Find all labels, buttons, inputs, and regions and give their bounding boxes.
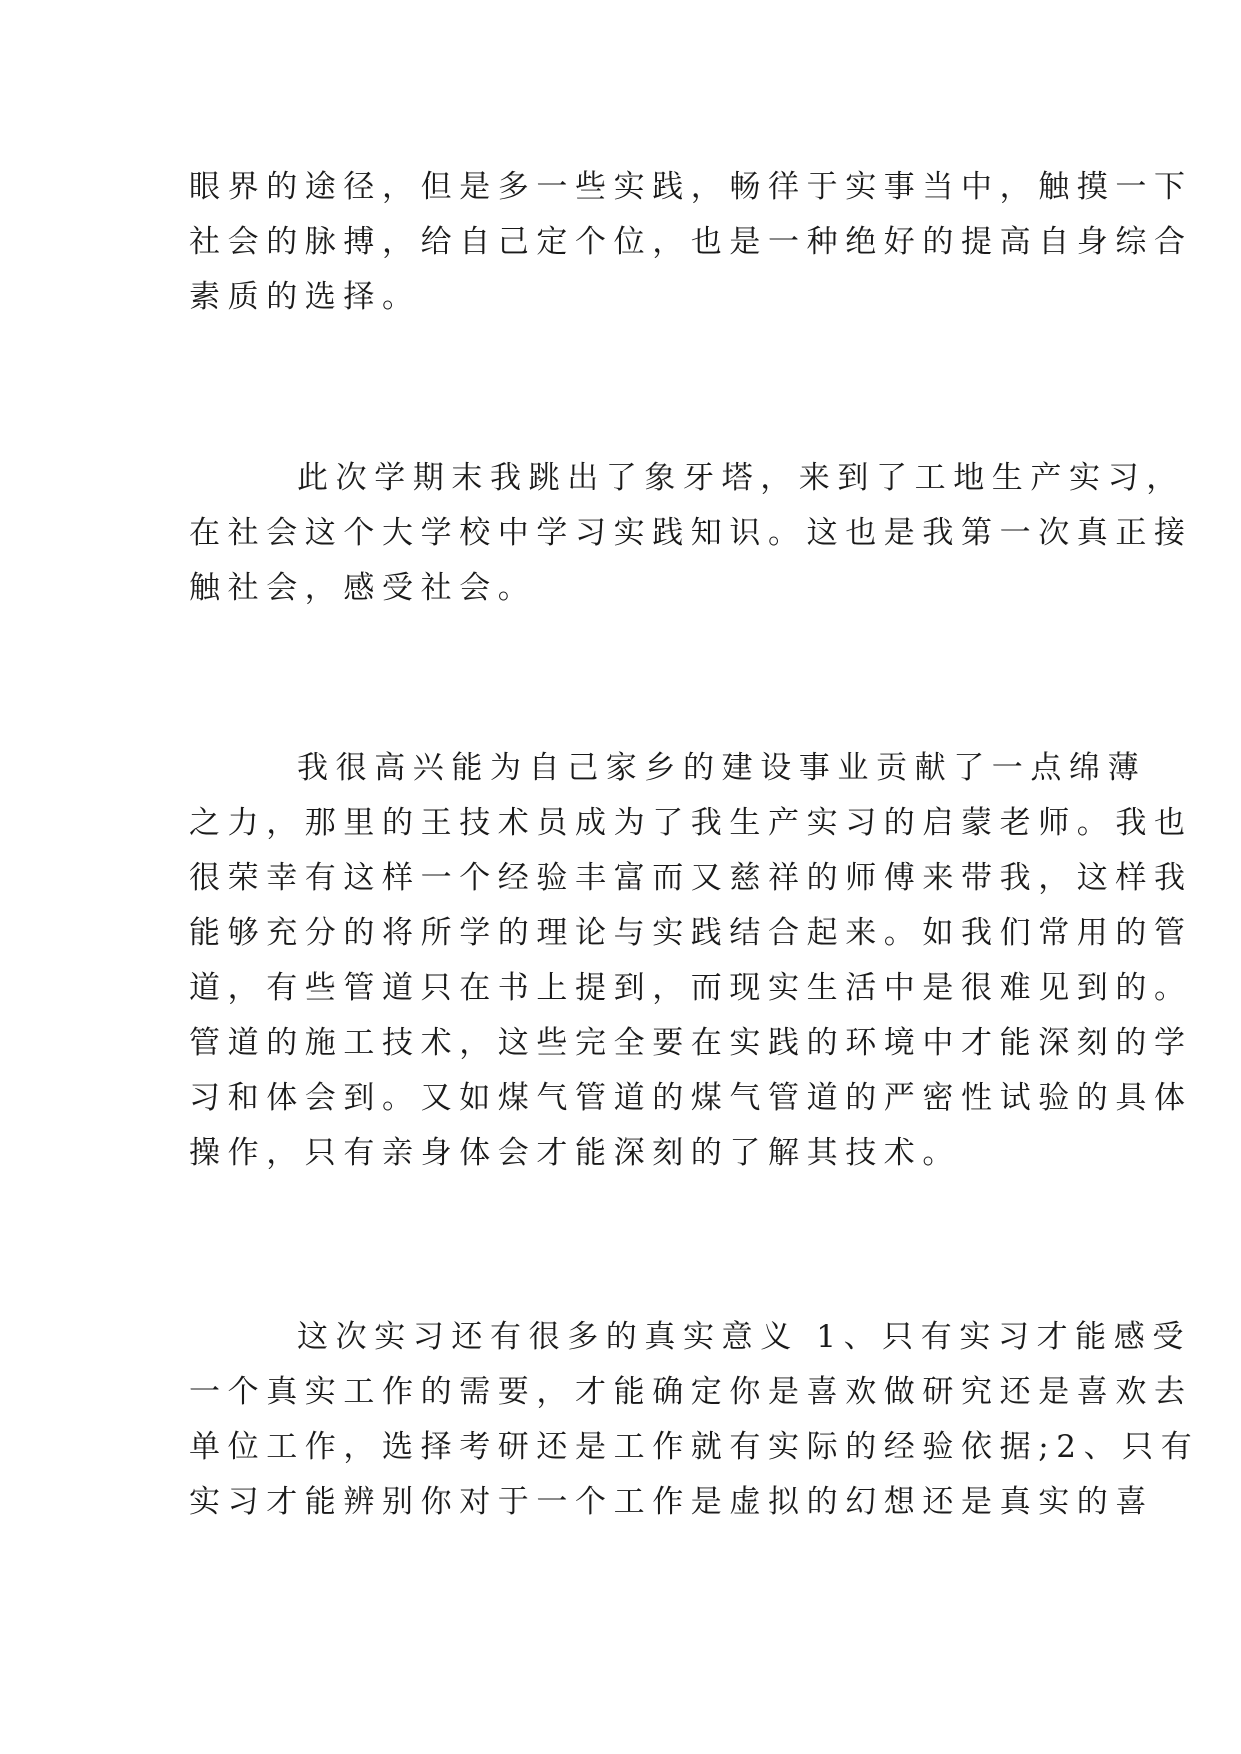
- paragraph-1: [189, 160, 1193, 325]
- paragraph-line: 之力，那里的王技术员成为了我生产实习的启蒙老师。我也: [189, 805, 1193, 841]
- paragraph-line: 眼界的途径，但是多一些实践，畅徉于实事当中，触摸一下: [189, 169, 1193, 205]
- paragraph-line: 习和体会到。又如煤气管道的煤气管道的严密性试验的具体: [189, 1080, 1193, 1116]
- paragraph-line: 道，有些管道只在书上提到，而现实生活中是很难见到的。: [189, 970, 1193, 1006]
- paragraph-line: 管道的施工技术，这些完全要在实践的环境中才能深刻的学: [189, 1025, 1193, 1061]
- paragraph-line-first: 这次实习还有很多的真实意义 1、只有实习才能感受: [297, 1319, 1191, 1355]
- paragraph-line: 操作，只有亲身体会才能深刻的了解其技术。: [189, 1135, 961, 1171]
- paragraph-line: 很荣幸有这样一个经验丰富而又慈祥的师傅来带我，这样我: [189, 860, 1193, 896]
- paragraph-2: [189, 451, 1193, 616]
- paragraph-line-first: 此次学期末我跳出了象牙塔，来到了工地生产实习，: [297, 460, 1185, 496]
- paragraph-line: 触社会，感受社会。: [189, 570, 537, 606]
- paragraph-line: 素质的选择。: [189, 279, 421, 315]
- paragraph-line-first: 我很高兴能为自己家乡的建设事业贡献了一点绵薄: [297, 750, 1147, 786]
- paragraph-line: 在社会这个大学校中学习实践知识。这也是我第一次真正接: [189, 515, 1193, 551]
- paragraph-line: 单位工作，选择考研还是工作就有实际的经验依据;2、只有: [189, 1429, 1200, 1465]
- paragraph-line: 实习才能辨别你对于一个工作是虚拟的幻想还是真实的喜: [189, 1484, 1154, 1520]
- paragraph-line: 能够充分的将所学的理论与实践结合起来。如我们常用的管: [189, 915, 1193, 951]
- paragraph-3: [189, 741, 1193, 1181]
- paragraph-line: 一个真实工作的需要，才能确定你是喜欢做研究还是喜欢去: [189, 1374, 1193, 1410]
- paragraph-line: 社会的脉搏，给自己定个位，也是一种绝好的提高自身综合: [189, 224, 1193, 260]
- paragraph-4: [189, 1310, 1200, 1530]
